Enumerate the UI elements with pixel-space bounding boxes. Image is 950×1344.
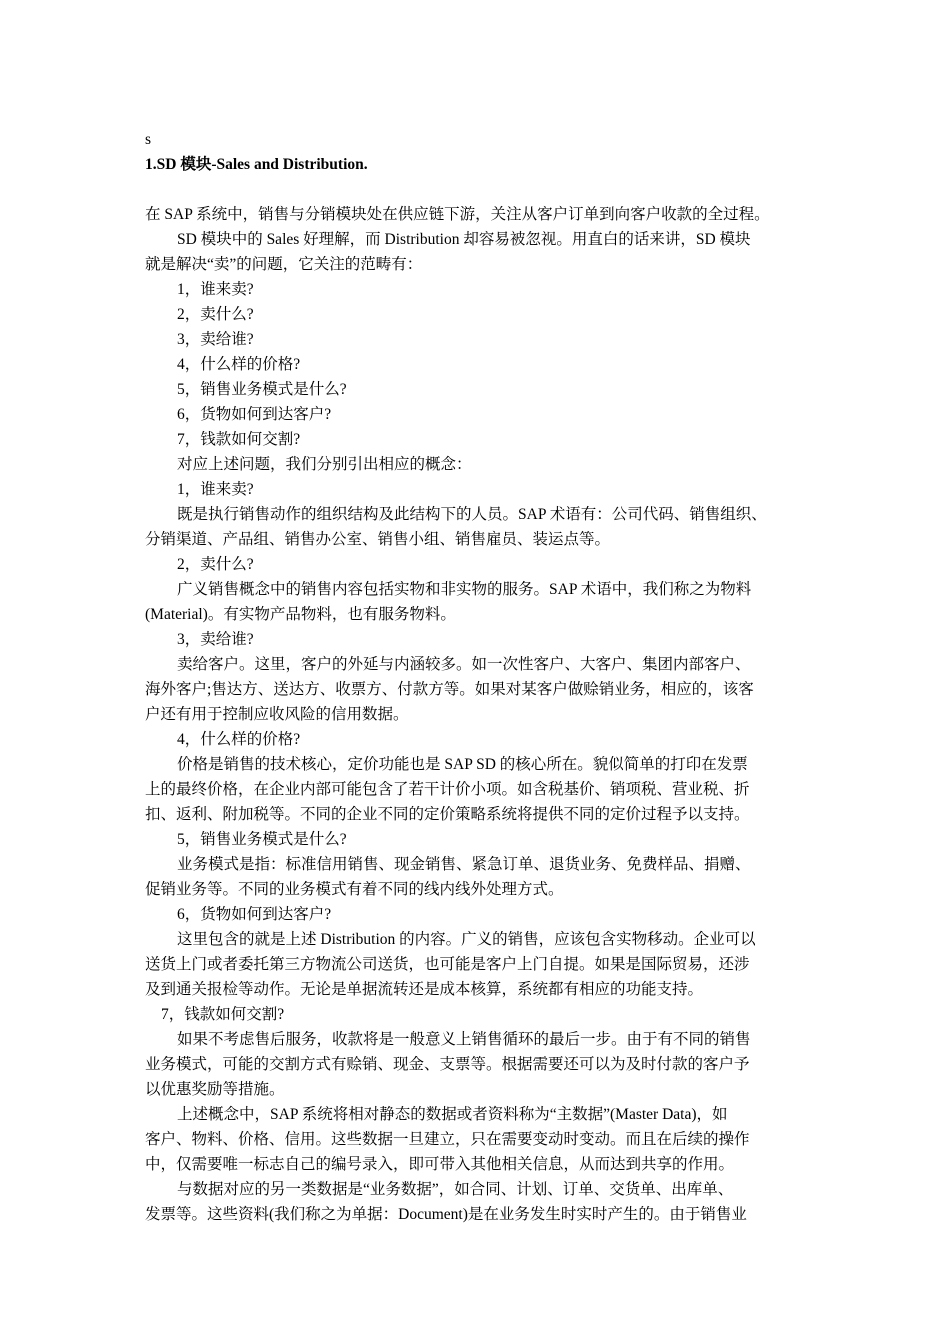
text-line: 中，仅需要唯一标志自己的编号录入，即可带入其他相关信息，从而达到共享的作用。 <box>145 1156 735 1173</box>
page-marker: s <box>145 131 152 148</box>
list-item: 2，卖什么? <box>177 306 254 323</box>
text-line: 对应上述问题，我们分别引出相应的概念： <box>177 456 472 473</box>
text-line: SD 模块中的 Sales 好理解，而 Distribution 却容易被忽视。用直白的话来讲，SD 模块 <box>177 231 751 248</box>
text-line: 就是解决“卖”的问题，它关注的范畴有： <box>145 256 423 273</box>
text-line: 及到通关报检等动作。无论是单据流转还是成本核算，系统都有相应的功能支持。 <box>145 981 704 998</box>
subheading: 6，货物如何到达客户? <box>177 906 332 923</box>
list-item: 1，谁来卖? <box>177 281 254 298</box>
text-line: 在 SAP 系统中，销售与分销模块处在供应链下游，关注从客户订单到向客户收款的全过程。 <box>145 206 770 223</box>
text-line: 既是执行销售动作的组织结构及此结构下的人员。SAP 术语有：公司代码、销售组织、 <box>177 506 767 523</box>
text-line: 扣、返利、附加税等。不同的企业不同的定价策略系统将提供不同的定价过程予以支持。 <box>145 806 750 823</box>
list-item: 5，销售业务模式是什么? <box>177 381 347 398</box>
subheading: 1，谁来卖? <box>177 481 254 498</box>
list-item: 3，卖给谁? <box>177 331 254 348</box>
subheading: 4，什么样的价格? <box>177 731 301 748</box>
text-line: 业务模式，可能的交割方式有赊销、现金、支票等。根据需要还可以为及时付款的客户予 <box>145 1056 750 1073</box>
subheading: 3，卖给谁? <box>177 631 254 648</box>
section-title: 1.SD 模块-Sales and Distribution. <box>145 156 368 173</box>
text-line: 发票等。这些资料(我们称之为单据：Document)是在业务发生时实时产生的。由于销售业 <box>145 1206 747 1223</box>
text-line: 业务模式是指：标准信用销售、现金销售、紧急订单、退货业务、免费样品、捐赠、 <box>177 856 751 873</box>
subheading: 5，销售业务模式是什么? <box>177 831 347 848</box>
text-line: 海外客户;售达方、送达方、收票方、付款方等。如果对某客户做赊销业务，相应的，该客 <box>145 681 754 698</box>
list-item: 7，钱款如何交割? <box>177 431 301 448</box>
list-item: 4，什么样的价格? <box>177 356 301 373</box>
subheading: 7，钱款如何交割? <box>161 1006 285 1023</box>
text-line: 上的最终价格，在企业内部可能包含了若干计价小项。如含税基价、销项税、营业税、折 <box>145 781 750 798</box>
text-line: 以优惠奖励等措施。 <box>145 1081 285 1098</box>
text-line: 送货上门或者委托第三方物流公司送货，也可能是客户上门自提。如果是国际贸易，还涉 <box>145 956 750 973</box>
text-line: 户还有用于控制应收风险的信用数据。 <box>145 706 409 723</box>
text-line: 价格是销售的技术核心，定价功能也是 SAP SD 的核心所在。貌似简单的打印在发票 <box>177 756 748 773</box>
blank-line <box>145 177 817 202</box>
text-line: 分销渠道、产品组、销售办公室、销售小组、销售雇员、装运点等。 <box>145 531 611 548</box>
text-line: 与数据对应的另一类数据是“业务数据”，如合同、计划、订单、交货单、出库单、 <box>177 1181 734 1198</box>
text-line: 上述概念中，SAP 系统将相对静态的数据或者资料称为“主数据”(Master Data)，如 <box>177 1106 728 1123</box>
text-line: 如果不考虑售后服务，收款将是一般意义上销售循环的最后一步。由于有不同的销售 <box>177 1031 751 1048</box>
text-line: 广义销售概念中的销售内容包括实物和非实物的服务。SAP 术语中，我们称之为物料 <box>177 581 752 598</box>
text-line: 客户、物料、价格、信用。这些数据一旦建立，只在需要变动时变动。而且在后续的操作 <box>145 1131 750 1148</box>
text-line: 卖给客户。这里，客户的外延与内涵较多。如一次性客户、大客户、集团内部客户、 <box>177 656 751 673</box>
list-item: 6，货物如何到达客户? <box>177 406 332 423</box>
text-line: (Material)。有实物产品物料，也有服务物料。 <box>145 606 456 623</box>
subheading: 2，卖什么? <box>177 556 254 573</box>
text-line: 促销业务等。不同的业务模式有着不同的线内线外处理方式。 <box>145 881 564 898</box>
document-page <box>145 127 817 1227</box>
text-line: 这里包含的就是上述 Distribution 的内容。广义的销售，应该包含实物移动。企业可以 <box>177 931 756 948</box>
